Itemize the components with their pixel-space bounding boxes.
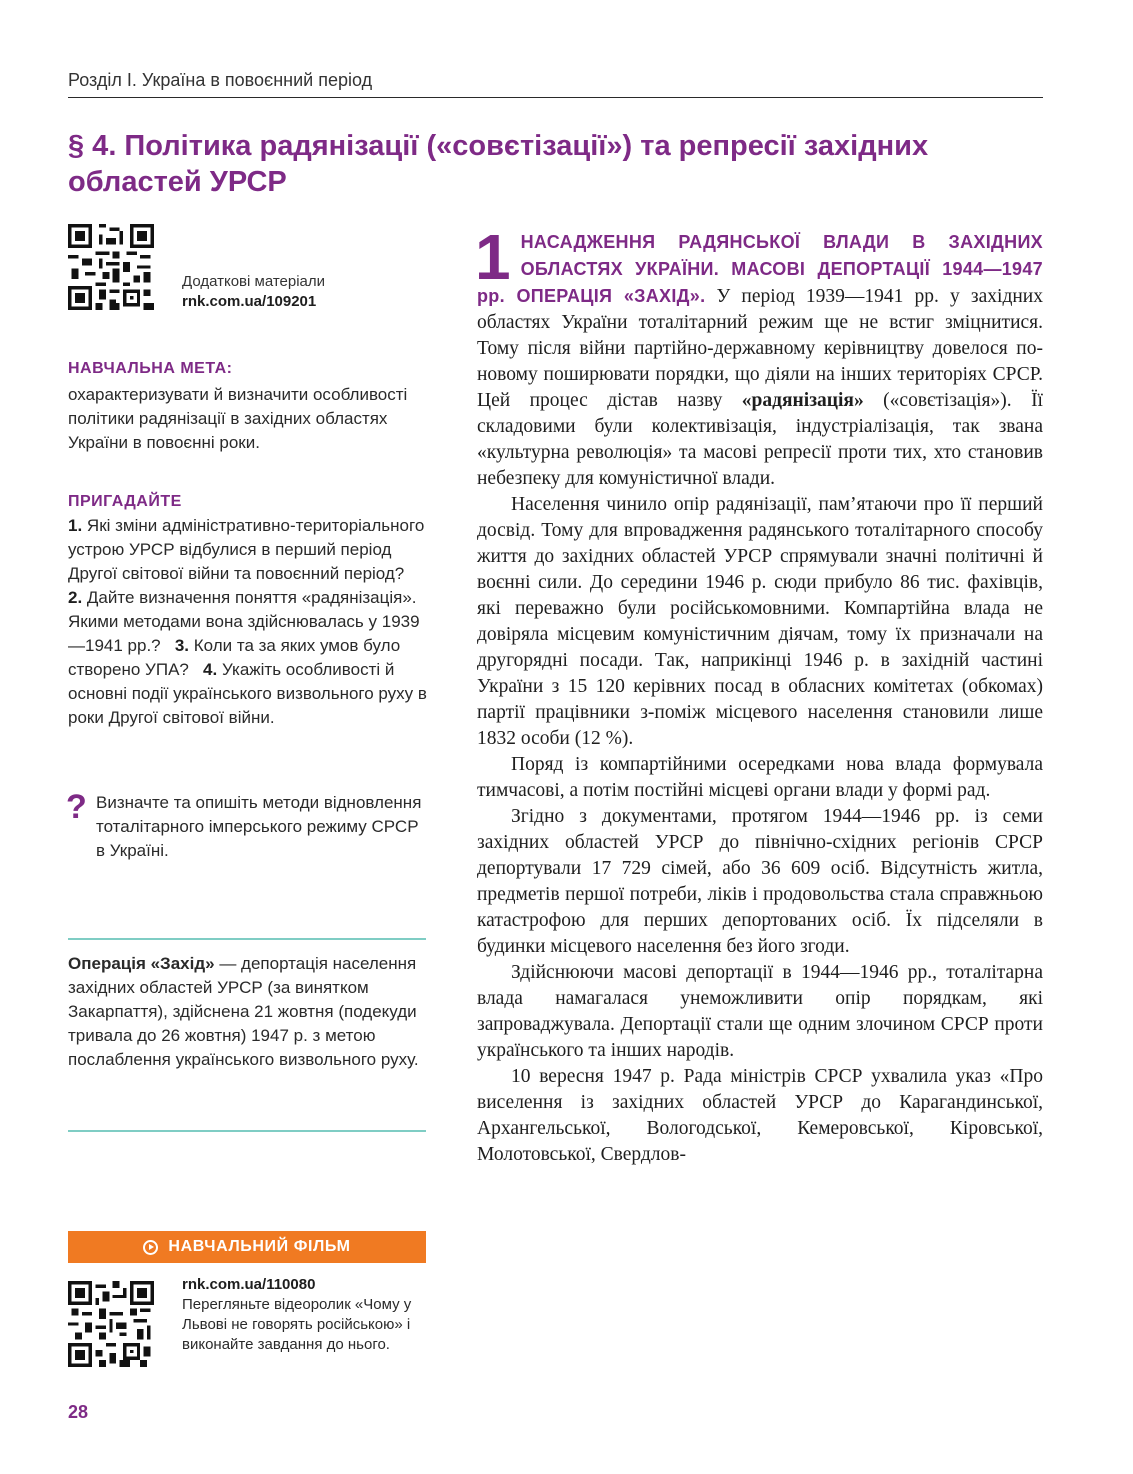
- question-mark-icon: ?: [66, 788, 87, 826]
- goal-text: охарактеризувати й визначити особливості політики радянізації в західних областях України в повоєнні роки.: [68, 385, 408, 452]
- film-link[interactable]: rnk.com.ua/110080: [182, 1276, 316, 1293]
- paragraph-1a: У період 1939—1941 рр. у західних областях України тоталітарний режим ще не встиг зміцнитися. Тому після війни партійно-державному керівництву довелося по-новому поширювати порядки, що діяли на інших територіях СРСР. Цей процес дістав назву: [477, 286, 1043, 411]
- definition-top-divider: [68, 938, 426, 940]
- qr-code-film[interactable]: [68, 1281, 154, 1367]
- paragraph-1b: («совєтізація»). Її складовими були колективізація, індустріалізація, так звана «культурна революція» та масові репресії проти тих, хто становив небезпеку для комуністичної влади.: [477, 390, 1043, 489]
- qr-code-extra-materials[interactable]: [68, 224, 154, 310]
- film-task: Перегляньте відеоролик «Чому у Львові не говорять російською» і виконайте завдання до нього.: [182, 1296, 412, 1353]
- definition-term: Операція «Захід»: [68, 954, 215, 973]
- definition-text: — депортація населення західних областей УРСР (за винятком Закарпаття), здійснена 21 жовтня (подекуди тривала до 26 жовтня) 1947 р. з метою послаблення українського визвольного руху.: [68, 954, 419, 1069]
- section-number: 1: [475, 221, 511, 293]
- remember-q1-text: Які зміни адміністративно-територіального устрою УРСР відбулися в перший період Другої світової війни та повоєнний період?: [68, 516, 425, 583]
- remember-q1-num: 1.: [68, 516, 83, 535]
- extra-materials-label: Додаткові матеріали: [182, 273, 326, 290]
- header-divider: [68, 97, 1043, 98]
- remember-q4-text: Укажіть особливості й основні події українського визвольного руху в роки Другої світової війни.: [68, 660, 427, 727]
- remember-q3-text: Коли та за яких умов було створено УПА?: [68, 636, 401, 679]
- definition-box: [68, 952, 428, 1072]
- section-1: [475, 221, 1043, 1168]
- remember-q3-num: 3.: [174, 636, 189, 655]
- extra-materials-link[interactable]: rnk.com.ua/109201: [182, 293, 317, 310]
- remember-heading: ПРИГАДАЙТЕ: [68, 493, 182, 510]
- paragraph: Здійснюючи масові депортації в 1944—1946 рр., тоталітарна влада намагалася унеможливити опір порядкам, які запроваджувала. Депортації стали ще одним злочином СРСР проти українського та інших народів.: [477, 962, 1043, 1061]
- page-number: 28: [68, 1402, 89, 1422]
- extra-materials: [182, 272, 325, 312]
- remember-q2-num: 2.: [68, 588, 83, 607]
- film-info: [182, 1275, 427, 1355]
- page-title: § 4. Політика радянізації («совєтізації») та репресії західних областей УРСР: [68, 130, 929, 198]
- film-banner[interactable]: [68, 1231, 426, 1263]
- film-banner-label: НАВЧАЛЬНИЙ ФІЛЬМ: [168, 1238, 351, 1255]
- section-1-intro: [475, 221, 1043, 492]
- definition-bottom-divider: [68, 1130, 426, 1132]
- running-head: Розділ І. Україна в повоєнний період: [68, 70, 373, 90]
- section-heading: НАСАДЖЕННЯ РАДЯНСЬКОЇ ВЛАДИ В ЗАХІДНИХ ОБЛАСТЯХ УКРАЇНИ. МАСОВІ ДЕПОРТАЦІЇ 1944—1947 рр. ОПЕРАЦІЯ «ЗАХІД».: [477, 232, 1043, 306]
- paragraph: 10 вересня 1947 р. Рада міністрів СРСР ухвалила указ «Про виселення із західних областей УРСР до Карагандинської, Архангельської, Вологодської, Кемеровської, Кіровської, Молотовської, Свердлов-: [477, 1066, 1043, 1165]
- paragraph: Поряд із компартійними осередками нова влада формувала тимчасові, а потім постійні місцеві органи влади у формі рад.: [477, 754, 1043, 801]
- paragraph: Згідно з документами, протягом 1944—1946 рр. із семи західних областей УРСР до північно-східних регіонів СРСР депортували 17 729 сімей, або 36 609 осіб. Відсутність житла, предметів першої потреби, ліків і продовольства стала справжньою катастрофою для перших депортованих осіб. Їх підселяли в будинки місцевого населення без його згоди.: [477, 806, 1043, 957]
- term-radianizatsiia: «радянізація»: [741, 390, 864, 411]
- question-text: Визначте та опишіть методи відновлення тоталітарного імперського режиму СРСР в Україні.: [96, 793, 422, 860]
- remember-q4-num: 4.: [203, 660, 218, 679]
- remember-questions: [68, 514, 430, 730]
- remember-q2-text: Дайте визначення поняття «радянізація». Якими методами вона здійснювалась у 1939—1941 рр.?: [68, 588, 420, 655]
- goal-heading: НАВЧАЛЬНА МЕТА:: [68, 360, 233, 377]
- paragraph: Населення чинило опір радянізації, пам’ятаючи про її перший досвід. Тому для впровадження радянського тоталітарного способу життя до західних областей УРСР спрямували значні політичні й воєнні сили. До середини 1946 р. сюди прибуло 86 тис. фахівців, які переважно були російськомовними. Компартійна влада не довіряла місцевим комуністичним діячам, тому їх призначали на другорядні посади. Так, наприкінці 1946 р. в західній частині України з 15 120 керівних посад в обласних комітетах (обкомах) партії працівники з-поміж місцевого населення становили лише 1832 особи (12 %).: [477, 494, 1043, 749]
- play-circle-icon: [143, 1240, 158, 1255]
